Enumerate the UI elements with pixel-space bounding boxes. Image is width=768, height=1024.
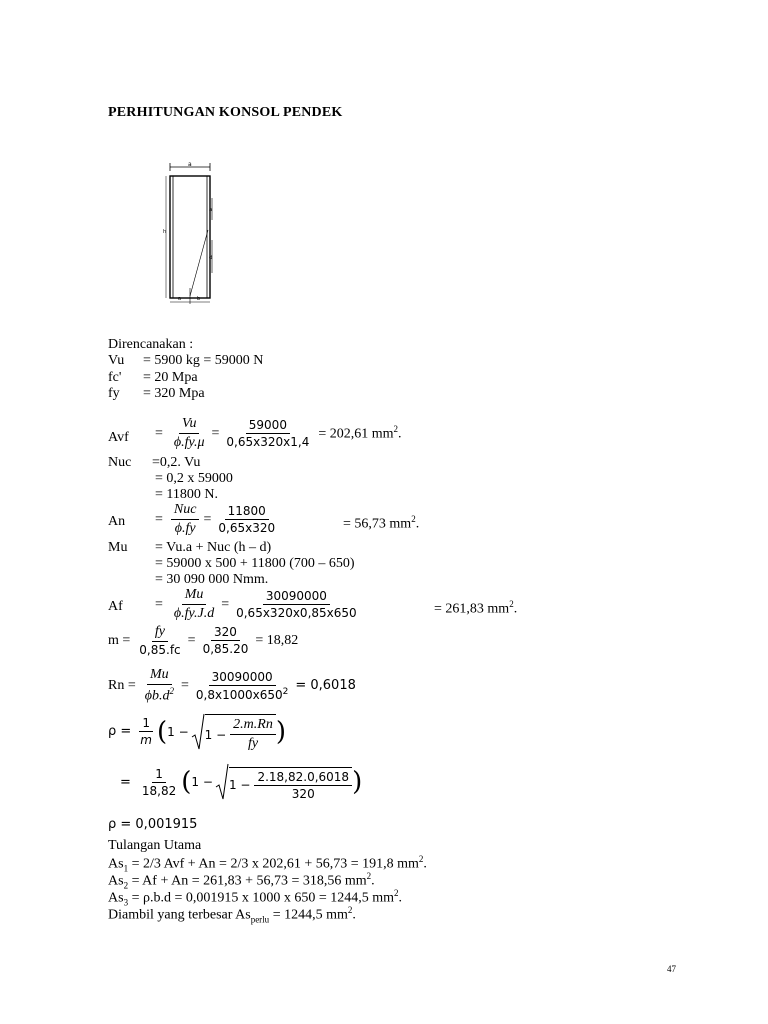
- an-fraction-1: [171, 503, 200, 536]
- avf-fraction-1: [171, 417, 208, 450]
- mu-line-1: = Vu.a + Nuc (h – d): [155, 540, 272, 555]
- af-label: Af: [108, 599, 123, 614]
- rho-inner-one: 1 −: [204, 727, 227, 742]
- as2-line: $As_2 = Af + An = 261,83 + 56,73 = 318,56$ $mm^2$.: [108, 871, 375, 891]
- avf-num2: 59000: [246, 419, 290, 434]
- avf-den1: ϕ.fy.μ: [173, 435, 205, 450]
- af-equation: [155, 588, 360, 621]
- rn-eq2: =: [180, 677, 189, 693]
- rn-den1: $\phi b.d^2$: [144, 686, 174, 704]
- given-label-vu: Vu: [108, 353, 125, 368]
- page-number: 47: [667, 964, 676, 974]
- m-equation: [108, 625, 298, 656]
- an-label: An: [108, 514, 126, 529]
- rho-frac-outer: [137, 717, 155, 746]
- an-den2: 0,65x320: [218, 521, 276, 535]
- af-den1: ϕ.fy.J.d: [173, 606, 215, 621]
- rho2-den: 18,82: [141, 783, 177, 798]
- nuc-line-2: = 0,2 x 59000: [155, 471, 233, 486]
- rho-formula: [108, 712, 286, 751]
- rho2-inner-one: 1 −: [228, 778, 251, 792]
- an-equation: [155, 503, 278, 536]
- rho2-num: 1: [152, 768, 166, 783]
- given-label-fc: fc': [108, 370, 122, 385]
- sqrt-icon: [191, 713, 205, 751]
- rn-label: Rn =: [108, 677, 136, 693]
- rn-num1: Mu: [147, 668, 172, 685]
- af-fraction-1: [171, 588, 217, 621]
- rn-result: = 0,6018: [295, 678, 356, 694]
- rho-result: ρ = 0,001915: [108, 817, 198, 832]
- avf-den2: 0,65x320x1,4: [226, 435, 310, 449]
- m-fraction-1: [136, 625, 183, 656]
- m-den2: 0,85.20: [202, 642, 249, 656]
- rn-fraction-2: [193, 671, 291, 701]
- mu-line-2: = 59000 x 500 + 11800 (700 – 650): [155, 556, 355, 571]
- avf-eq2: =: [211, 425, 220, 441]
- page-title: PERHITUNGAN KONSOL PENDEK: [108, 105, 343, 120]
- m-fraction-2: [200, 626, 252, 655]
- m-label: m =: [108, 632, 131, 648]
- af-num1: Mu: [182, 588, 207, 605]
- diagram-label-top: a: [188, 161, 192, 168]
- given-value-fy: = 320 Mpa: [143, 386, 205, 401]
- rn-equation: [108, 668, 356, 704]
- rho-one: 1 −: [167, 724, 189, 739]
- given-value-vu: = 5900 kg = 59000 N: [143, 353, 264, 368]
- diagram-label-right-1: a: [209, 207, 213, 213]
- an-result: = 56,73 $mm^2$.: [343, 514, 420, 532]
- avf-equation: [155, 417, 402, 450]
- rho2-inner-num: 2.18,82.0,6018: [254, 771, 352, 786]
- m-num2: 320: [211, 626, 240, 641]
- af-eq2: =: [221, 596, 230, 612]
- an-den1: ϕ.fy: [174, 521, 196, 536]
- rho-den: m: [140, 733, 152, 747]
- mu-line-3: = 30 090 000 Nmm.: [155, 572, 269, 587]
- m-eq2: =: [187, 632, 196, 648]
- avf-num1: Vu: [179, 417, 200, 434]
- sqrt-icon: [215, 763, 229, 801]
- m-num1: fy: [152, 625, 168, 642]
- rho2-paren-right: ): [352, 767, 363, 797]
- rho2-sqrt: [215, 763, 352, 801]
- rho-paren-left: (: [156, 716, 168, 747]
- final-line: Diambil yang terbesar $As_{perlu} = 1244,5$ $mm^2$.: [108, 905, 356, 925]
- corbel-diagram: [160, 158, 240, 308]
- nuc-label: Nuc: [108, 455, 132, 470]
- rho2-label: =: [120, 774, 131, 790]
- an-num1: Nuc: [171, 503, 200, 520]
- an-eq: =: [155, 511, 163, 527]
- as1-line: $As_1 = 2/3$ Avf + An = 2/3 x 202,61 + 56,73 = 191,8 $mm^2$.: [108, 854, 427, 874]
- af-result: = 261,83 $mm^2$.: [434, 599, 518, 617]
- avf-eq: =: [155, 425, 163, 441]
- rho-sqrt: [191, 712, 276, 751]
- given-label-fy: fy: [108, 386, 120, 401]
- rho2-paren-left: (: [181, 767, 192, 797]
- avf-fraction-2: [223, 419, 312, 448]
- an-num2: 11800: [225, 505, 269, 520]
- nuc-line-3: = 11800 N.: [155, 487, 218, 502]
- avf-result: = 202,61 $mm^2$.: [318, 424, 402, 442]
- diagram-label-left: h: [163, 229, 167, 235]
- diagram-label-bottom-2: b: [197, 296, 201, 302]
- an-eq2: =: [203, 511, 212, 527]
- rho2-inner-frac: [254, 771, 352, 800]
- af-fraction-2: [233, 590, 360, 619]
- rho2-one: 1 −: [191, 775, 213, 789]
- rho-num: 1: [139, 717, 153, 732]
- m-den1: 0,85.fc: [139, 643, 181, 657]
- rho-label: ρ =: [108, 724, 132, 739]
- m-result: = 18,82: [255, 632, 299, 648]
- mu-label: Mu: [108, 540, 128, 555]
- diagram-label-bottom-1: a: [178, 296, 182, 302]
- rho2-inner-den: 320: [291, 786, 315, 801]
- given-heading: Direncanakan :: [108, 337, 194, 352]
- rho-substituted: [120, 763, 362, 801]
- tulangan-heading: Tulangan Utama: [108, 838, 202, 853]
- rn-num2: 30090000: [209, 671, 276, 686]
- avf-label: Avf: [108, 430, 129, 445]
- nuc-line-1: =0,2. Vu: [152, 455, 201, 470]
- rho-inner-den: fy: [247, 736, 259, 751]
- rho-inner-frac: [230, 718, 276, 751]
- rho2-frac-outer: [139, 768, 179, 797]
- rn-fraction-1: [142, 668, 177, 704]
- as3-line: $As_3 = \rho.b.d = 0,001915$ x 1000 x 650 = 1244,5 $mm^2$.: [108, 888, 403, 908]
- rho-paren-right: ): [275, 716, 286, 747]
- rn-den2: $0,8x1000x650^2$: [195, 686, 289, 702]
- given-value-fc: = 20 Mpa: [143, 370, 198, 385]
- an-fraction-2: [215, 505, 278, 534]
- af-num2: 30090000: [263, 590, 330, 605]
- diagram-label-right-2: d: [209, 255, 213, 261]
- af-eq: =: [155, 596, 163, 612]
- af-den2: 0,65x320x0,85x650: [236, 606, 357, 620]
- rho-inner-num: 2.m.Rn: [230, 718, 276, 735]
